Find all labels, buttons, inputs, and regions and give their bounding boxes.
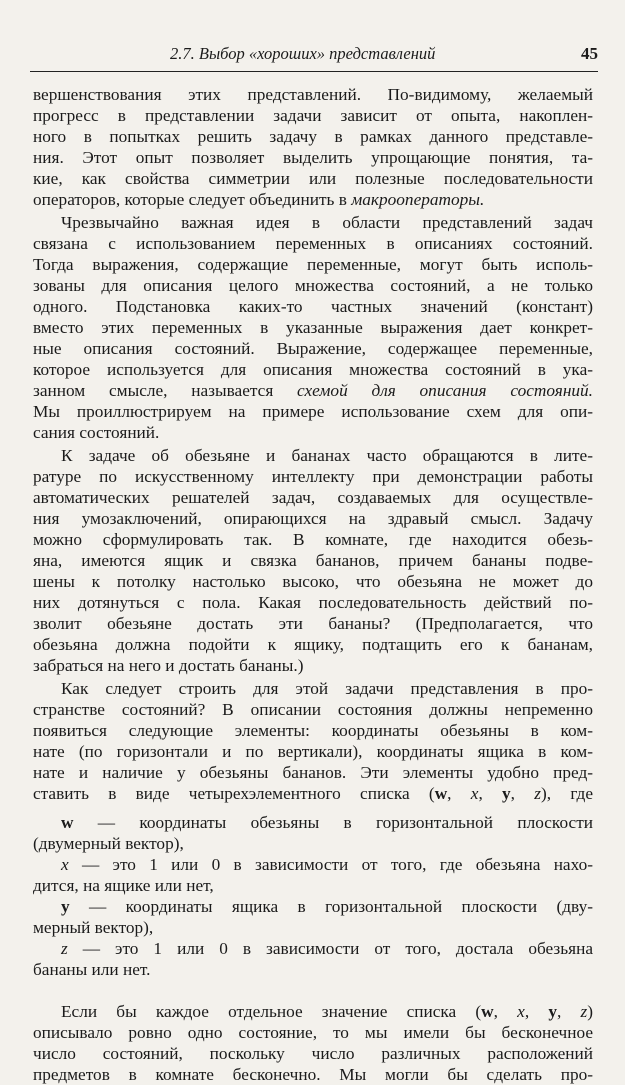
- body-text: [33, 84, 593, 1085]
- text-line: кие, как свойства симметрии или полезные последовательности: [33, 169, 593, 188]
- text-line: описывало ровно одно состояние, то мы имели бы бесконечное: [33, 1023, 593, 1042]
- text-line: ратуре по искусственному интеллекту при демонстрации работы: [33, 467, 593, 486]
- text-line: предметов в комнате бесконечно. Мы могли бы сделать про-: [33, 1065, 593, 1084]
- paragraph-lines: [33, 84, 593, 804]
- text-line: Если бы каждое отдельное значение списка (w, x, y, z): [61, 1002, 594, 1021]
- definition-line: мерный вектор),: [33, 918, 154, 937]
- page-number: 45: [581, 44, 598, 63]
- text-line: зованы для описания целого множества состояний, а не только: [33, 276, 593, 295]
- text-line: нате и наличие у обезьяны бананов. Эти элементы удобно пред-: [33, 763, 593, 782]
- definition-line: (двумерный вектор),: [33, 834, 184, 853]
- definition-line: w — координаты обезьяны в горизонтальной плоскости: [61, 813, 593, 832]
- text-line: ния. Этот опыт позволяет выделить упрощающие понятия, та-: [33, 148, 593, 167]
- text-line: автоматических решателей задач, создаваемых для осуществле-: [33, 488, 593, 507]
- text-line: прогресс в представлении задачи зависит от опыта, накоплен-: [33, 106, 593, 125]
- text-line: вершенствования этих представлений. По-видимому, желаемый: [33, 85, 593, 104]
- text-line: Как следует строить для этой задачи представления в про-: [61, 679, 593, 698]
- text-line: Чрезвычайно важная идея в области представлений задач: [61, 213, 593, 232]
- text-line: появиться следующие элементы: координаты обезьяны в ком-: [33, 721, 593, 740]
- closing-paragraph: [33, 1001, 593, 1085]
- definition-line: y — координаты ящика в горизонтальной плоскости (дву-: [61, 897, 593, 916]
- text-line: яна, имеются ящик и связка бананов, причем бананы подве-: [33, 551, 593, 570]
- text-line: число состояний, поскольку число различных расположений: [33, 1044, 593, 1063]
- text-line: которое используется для описания множества состояний в ука-: [33, 360, 593, 379]
- text-line: ные описания состояний. Выражение, содержащее переменные,: [33, 339, 593, 358]
- text-line: ного в попытках решить задачу в рамках данного представле-: [33, 127, 593, 146]
- text-line: операторов, которые следует объединить в макрооператоры.: [33, 190, 485, 209]
- text-line: зволит обезьяне достать эти бананы? (Предполагается, что: [33, 614, 593, 633]
- text-line: связана с использованием переменных в описаниях состояний.: [33, 234, 593, 253]
- text-line: ния умозаключений, опирающихся на здравый смысл. Задачу: [33, 509, 593, 528]
- text-line: одного. Подстановка каких-то частных значений (констант): [33, 297, 593, 316]
- text-line: странстве состояний? В описании состояния должны непременно: [33, 700, 593, 719]
- definition-line: дится, на ящике или нет,: [33, 876, 214, 895]
- text-line: Мы проиллюстрируем на примере использование схем для опи-: [33, 402, 593, 421]
- text-line: К задаче об обезьяне и бананах часто обращаются в лите-: [61, 446, 593, 465]
- page-header: [30, 44, 598, 68]
- text-line: сания состояний.: [33, 423, 160, 442]
- text-line: ставить в виде четырехэлементного списка (w, x, y, z), где: [33, 784, 594, 803]
- definition-line: бананы или нет.: [33, 960, 151, 979]
- text-line: обезьяна должна подойти к ящику, подтащить его к бананам,: [33, 635, 593, 654]
- text-line: них дотянуться с пола. Какая последовательность действий по-: [33, 593, 593, 612]
- running-head: 2.7. Выбор «хороших» представлений: [170, 44, 436, 63]
- text-line: шены к потолку настолько высоко, что обезьяна не может до: [33, 572, 593, 591]
- text-line: Тогда выражения, содержащие переменные, могут быть исполь-: [33, 255, 593, 274]
- header-rule: [30, 71, 598, 72]
- definition-list: [33, 812, 593, 980]
- text-line: вместо этих переменных в указанные выражения дает конкрет-: [33, 318, 593, 337]
- text-line: можно сформулировать так. В комнате, где находится обезь-: [33, 530, 593, 549]
- text-line: занном смысле, называется схемой для описания состояний.: [33, 381, 593, 400]
- text-line: нате (по горизонтали и по вертикали), координаты ящика в ком-: [33, 742, 593, 761]
- definition-line: z — это 1 или 0 в зависимости от того, достала обезьяна: [61, 939, 593, 958]
- text-line: забраться на него и достать бананы.): [33, 656, 304, 675]
- definition-line: x — это 1 или 0 в зависимости от того, где обезьяна нахо-: [61, 855, 593, 874]
